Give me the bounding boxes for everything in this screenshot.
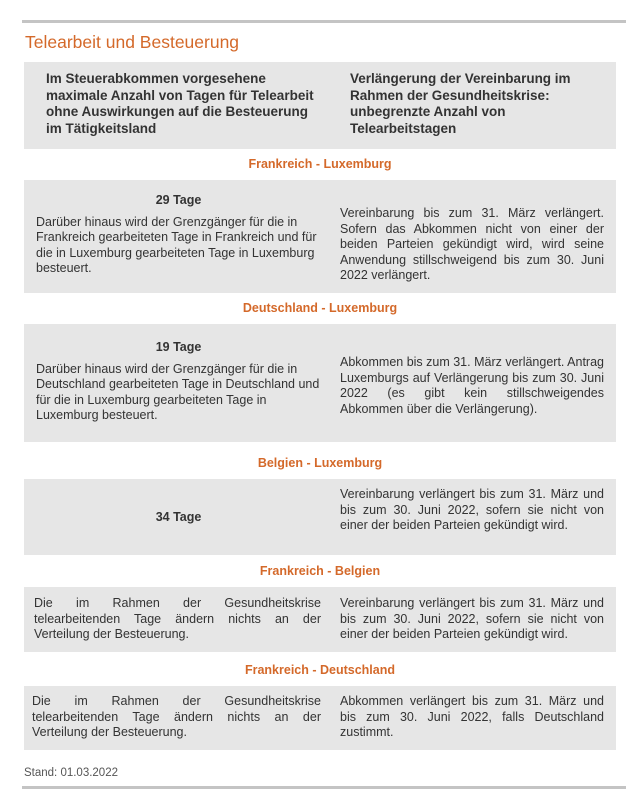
- top-rule: [22, 20, 626, 23]
- header-right: Verlängerung der Vereinbarung im Rahmen der Gesundheitskrise: unbegrenzte Anzahl von Telearbeitstagen: [350, 71, 571, 136]
- section-box-france-belgium: [24, 587, 616, 652]
- section-label-germany-luxembourg: Deutschland - Luxemburg: [242, 301, 398, 315]
- section-label-france-luxembourg: Frankreich - Luxemburg: [248, 157, 392, 171]
- header-box: [24, 62, 616, 149]
- max-days: 19 Tage: [155, 340, 202, 354]
- section-label-belgium-luxembourg: Belgien - Luxemburg: [257, 456, 383, 470]
- page-title: Telearbeit und Besteuerung: [25, 32, 240, 52]
- header-left: Im Steuerabkommen vorgesehene maximale Anzahl von Tagen für Telearbeit ohne Auswirkungen auf die Besteuerung im Tätigkeitsland: [46, 71, 314, 136]
- section-right-text: Abkommen bis zum 31. März verlängert. Antrag Luxemburgs auf Verlängerung bis zum 30. Juni 2022 (es gibt kein stillschweigendes Abkommen über die Verlängerung).: [340, 355, 605, 416]
- section-left: [24, 340, 330, 424]
- max-days: 29 Tage: [155, 193, 202, 207]
- section-left: [24, 193, 330, 277]
- date-footer: Stand: 01.03.2022: [24, 767, 118, 779]
- max-days: 34 Tage: [155, 510, 202, 524]
- section-box-germany-luxembourg: [24, 324, 616, 442]
- section-right-text: Abkommen verlängert bis zum 31. März und bis zum 30. Juni 2022, falls Deutschland zustimmt.: [340, 694, 604, 739]
- section-left: [24, 510, 330, 526]
- section-right-text: Vereinbarung verlängert bis zum 31. März und bis zum 30. Juni 2022, sofern sie nicht von einer der beiden Parteien gekündigt wird.: [340, 487, 604, 532]
- section-left-text: Die im Rahmen der Gesundheitskrise telearbeitenden Tage ändern nichts an der Verteilung der Besteuerung.: [32, 694, 321, 739]
- section-box-france-luxembourg: [24, 180, 616, 293]
- section-box-france-germany: [24, 686, 616, 750]
- section-label-france-germany: Frankreich - Deutschland: [244, 663, 396, 677]
- section-left-text: Darüber hinaus wird der Grenzgänger für die in Frankreich gearbeiteten Tage in Frankreich und für die in Luxemburg gearbeiteten Tage in Luxemburg besteuert.: [36, 214, 317, 275]
- bottom-rule: [22, 786, 626, 789]
- section-right-text: Vereinbarung bis zum 31. März verlängert. Sofern das Abkommen nicht von einer der beiden Parteien gekündigt wird, wird seine Anwendung stillschweigend bis zum 30. Juni 2022 verlängert.: [340, 206, 604, 282]
- section-box-belgium-luxembourg: [24, 479, 616, 555]
- section-label-france-belgium: Frankreich - Belgien: [259, 564, 381, 578]
- section-right-text: Vereinbarung verlängert bis zum 31. März und bis zum 30. Juni 2022, sofern sie nicht von einer der beiden Parteien gekündigt wird.: [340, 596, 604, 641]
- section-left-text: Die im Rahmen der Gesundheitskrise telearbeitenden Tage ändern nichts an der Verteilung der Besteuerung.: [34, 596, 321, 641]
- section-left-text: Darüber hinaus wird der Grenzgänger für die in Deutschland gearbeiteten Tage in Deutschland und für die in Luxemburg gearbeiteten Tage in Luxemburg besteuert.: [36, 361, 320, 422]
